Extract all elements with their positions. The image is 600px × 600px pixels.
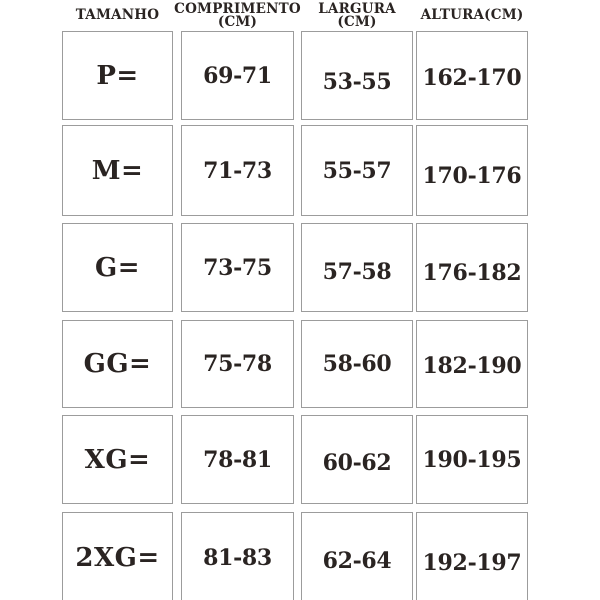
column-header-comprimento [174,0,301,31]
largura-cell: 57-58 [301,223,413,312]
comprimento-cell: 75-78 [181,320,294,408]
size-cell: GG= [62,320,173,408]
altura-cell: 170-176 [416,125,528,216]
largura-cell: 60-62 [301,415,413,504]
size-cell: 2XG= [62,512,173,600]
size-cell: G= [62,223,173,312]
column-header-label: ALTURA(CM) [420,7,524,23]
comprimento-cell: 71-73 [181,125,294,216]
column-header-label: COMPRIMENTO [174,0,301,17]
column-header-altura [416,0,528,31]
size-cell: P= [62,31,173,120]
column-header-largura [301,0,413,31]
comprimento-cell: 78-81 [181,415,294,504]
comprimento-cell: 69-71 [181,31,294,120]
largura-cell: 53-55 [301,31,413,120]
largura-cell: 55-57 [301,125,413,216]
size-cell: XG= [62,415,173,504]
altura-cell: 182-190 [416,320,528,408]
altura-cell: 176-182 [416,223,528,312]
size-cell: M= [62,125,173,216]
altura-cell: 192-197 [416,512,528,600]
altura-cell: 190-195 [416,415,528,504]
column-header-tamanho [62,0,173,31]
comprimento-cell: 73-75 [181,223,294,312]
altura-cell: 162-170 [416,31,528,120]
largura-cell: 58-60 [301,320,413,408]
column-header-unit: (CM) [217,13,258,30]
column-header-label: LARGURA (CM) [318,0,396,30]
column-header-label: TAMANHO [75,7,160,23]
largura-cell: 62-64 [301,512,413,600]
comprimento-cell: 81-83 [181,512,294,600]
